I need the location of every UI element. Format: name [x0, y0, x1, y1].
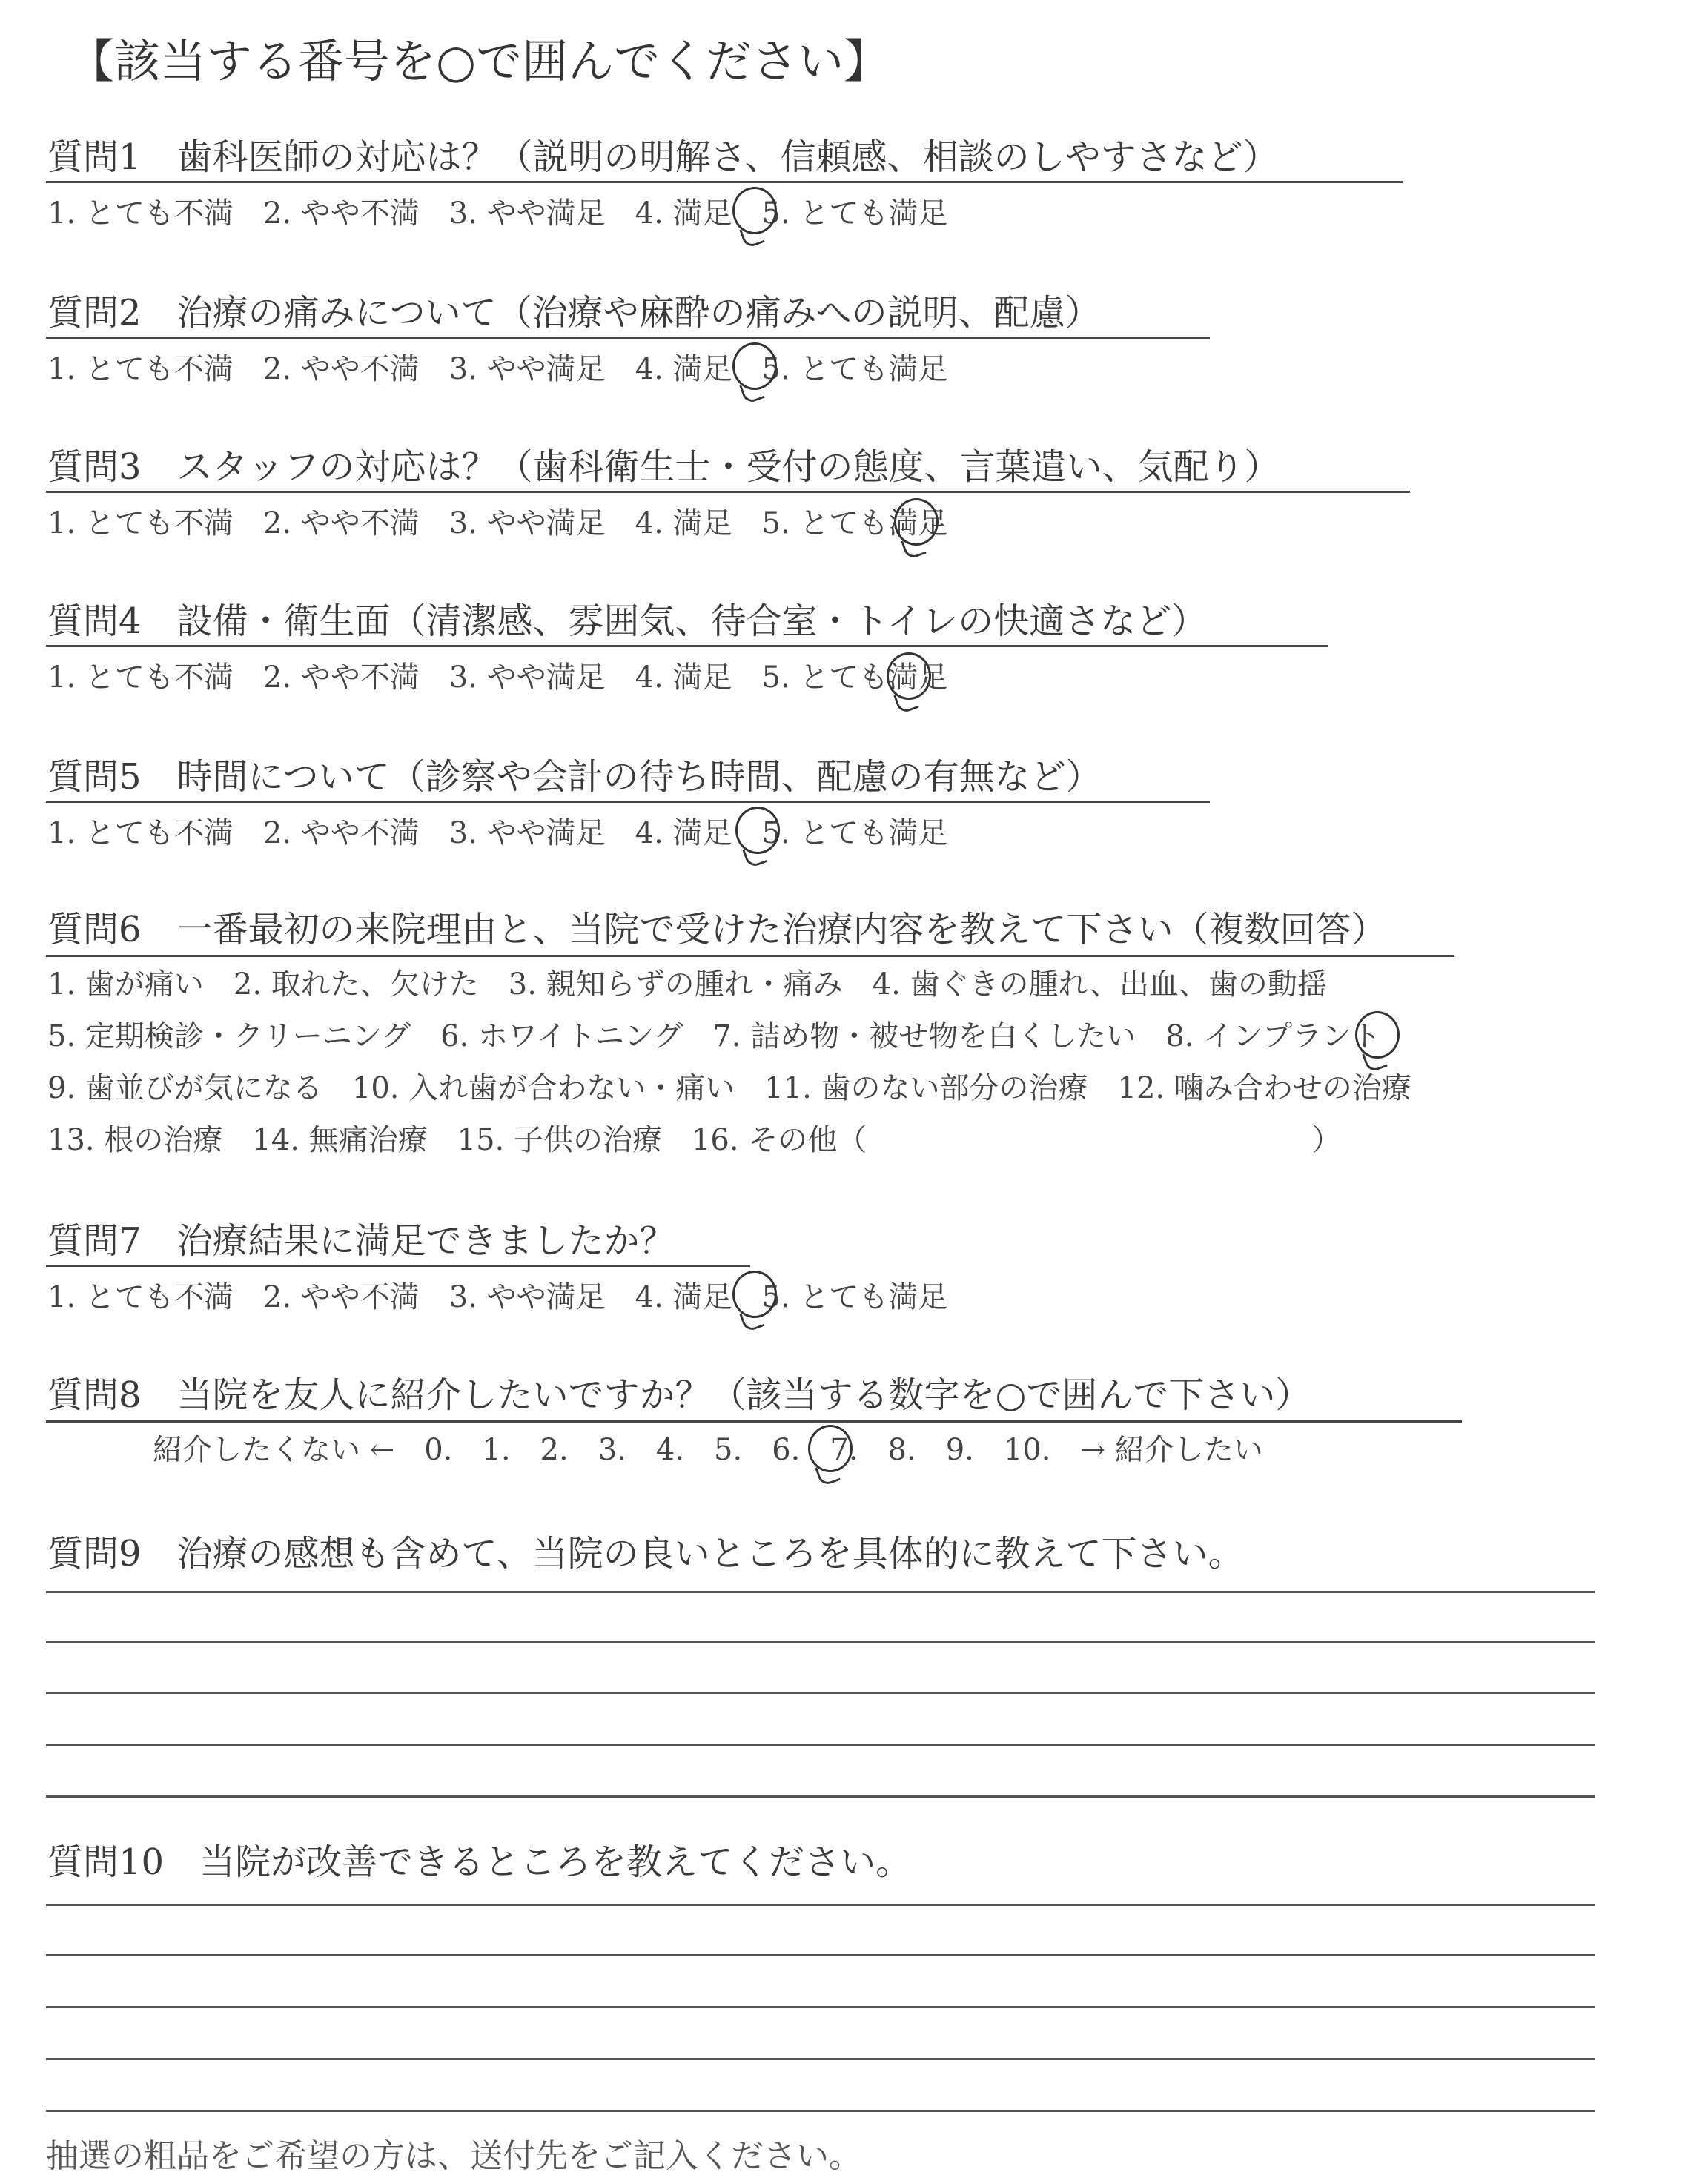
question-4-label: 質問4 設備・衛生面（清潔感、雰囲気、待合室・トイレの快適さなど）	[47, 600, 1208, 642]
question-3-label: 質問3 スタッフの対応は？（歯科衛生士・受付の態度、言葉遣い、気配り）	[47, 446, 1280, 488]
question-9-write-line-1[interactable]	[46, 1591, 1595, 1593]
question-2-label: 質問2 治療の痛みについて（治療や麻酔の痛みへの説明、配慮）	[47, 292, 1101, 334]
question-9-write-line-2[interactable]	[46, 1641, 1595, 1643]
question-1-underline	[46, 181, 1403, 183]
question-10-write-line-4[interactable]	[46, 2058, 1595, 2060]
question-2-underline	[46, 337, 1210, 339]
question-3-answer-circle	[894, 498, 939, 546]
question-8-scale[interactable]: 紹介したくない ← 0. 1. 2. 3. 4. 5. 6. 7. 8. 9. 10. → 紹介したい	[153, 1433, 1263, 1467]
question-6-row-1[interactable]: 1. 歯が痛い 2. 取れた、欠けた 3. 親知らずの腫れ・痛み 4. 歯ぐきの腫れ、出血、歯の動揺	[47, 967, 1327, 1002]
question-5-answer-circle	[735, 807, 780, 854]
question-3-underline	[46, 491, 1410, 493]
question-10-write-line-2[interactable]	[46, 1954, 1595, 1956]
question-5-label: 質問5 時間について（診察や会計の待ち時間、配慮の有無など）	[47, 756, 1102, 798]
question-8-label: 質問8 当院を友人に紹介したいですか？（該当する数字を○で囲んで下さい）	[47, 1374, 1311, 1416]
question-8-answer-circle	[808, 1425, 853, 1472]
question-2-answer-circle	[732, 342, 777, 390]
question-6-row-2[interactable]: 5. 定期検診・クリーニング 6. ホワイトニング 7. 詰め物・被せ物を白くしたい 8. インプラント	[47, 1019, 1382, 1053]
question-7-label: 質問7 治療結果に満足できましたか？	[47, 1220, 675, 1262]
page-title: 【該当する番号を○で囲んでください】	[68, 34, 890, 88]
question-4-underline	[46, 645, 1328, 647]
question-1-answer-circle	[732, 187, 777, 234]
question-10-write-line-1[interactable]	[46, 1904, 1595, 1906]
question-6-answer-circle	[1355, 1011, 1400, 1059]
question-9-write-line-5[interactable]	[46, 1795, 1595, 1798]
footer-note: 抽選の粗品をご希望の方は、送付先をご記入ください。	[46, 2137, 861, 2175]
question-4-answer-circle	[887, 652, 931, 700]
question-5-options[interactable]: 1. とても不満 2. やや不満 3. やや満足 4. 満足 5. とても満足	[47, 816, 948, 850]
question-10-label: 質問10 当院が改善できるところを教えてください。	[47, 1841, 912, 1883]
question-1-options[interactable]: 1. とても不満 2. やや不満 3. やや満足 4. 満足 5. とても満足	[47, 196, 948, 231]
question-3-options[interactable]: 1. とても不満 2. やや不満 3. やや満足 4. 満足 5. とても満足	[47, 506, 948, 540]
question-2-options[interactable]: 1. とても不満 2. やや不満 3. やや満足 4. 満足 5. とても満足	[47, 352, 948, 386]
question-4-options[interactable]: 1. とても不満 2. やや不満 3. やや満足 4. 満足 5. とても満足	[47, 661, 948, 695]
question-7-answer-circle	[732, 1271, 777, 1318]
question-6-row-4[interactable]: 13. 根の治療 14. 無痛治療 15. 子供の治療 16. その他（ ）	[47, 1123, 1342, 1157]
question-9-write-line-4[interactable]	[46, 1744, 1595, 1746]
question-9-write-line-3[interactable]	[46, 1692, 1595, 1694]
question-5-underline	[46, 801, 1210, 803]
question-9-label: 質問9 治療の感想も含めて、当院の良いところを具体的に教えて下さい。	[47, 1533, 1244, 1575]
question-7-underline	[46, 1265, 750, 1267]
question-7-options[interactable]: 1. とても不満 2. やや不満 3. やや満足 4. 満足 5. とても満足	[47, 1280, 948, 1314]
question-10-write-line-5[interactable]	[46, 2110, 1595, 2112]
question-6-row-3[interactable]: 9. 歯並びが気になる 10. 入れ歯が合わない・痛い 11. 歯のない部分の治療 12. 噛み合わせの治療	[47, 1071, 1411, 1105]
question-10-write-line-3[interactable]	[46, 2006, 1595, 2008]
question-6-label: 質問6 一番最初の来院理由と、当院で受けた治療内容を教えて下さい（複数回答）	[47, 909, 1387, 950]
question-6-underline	[46, 955, 1454, 957]
question-1-label: 質問1 歯科医師の対応は？（説明の明解さ、信頼感、相談のしやすさなど）	[47, 136, 1279, 178]
question-8-underline	[46, 1420, 1462, 1423]
